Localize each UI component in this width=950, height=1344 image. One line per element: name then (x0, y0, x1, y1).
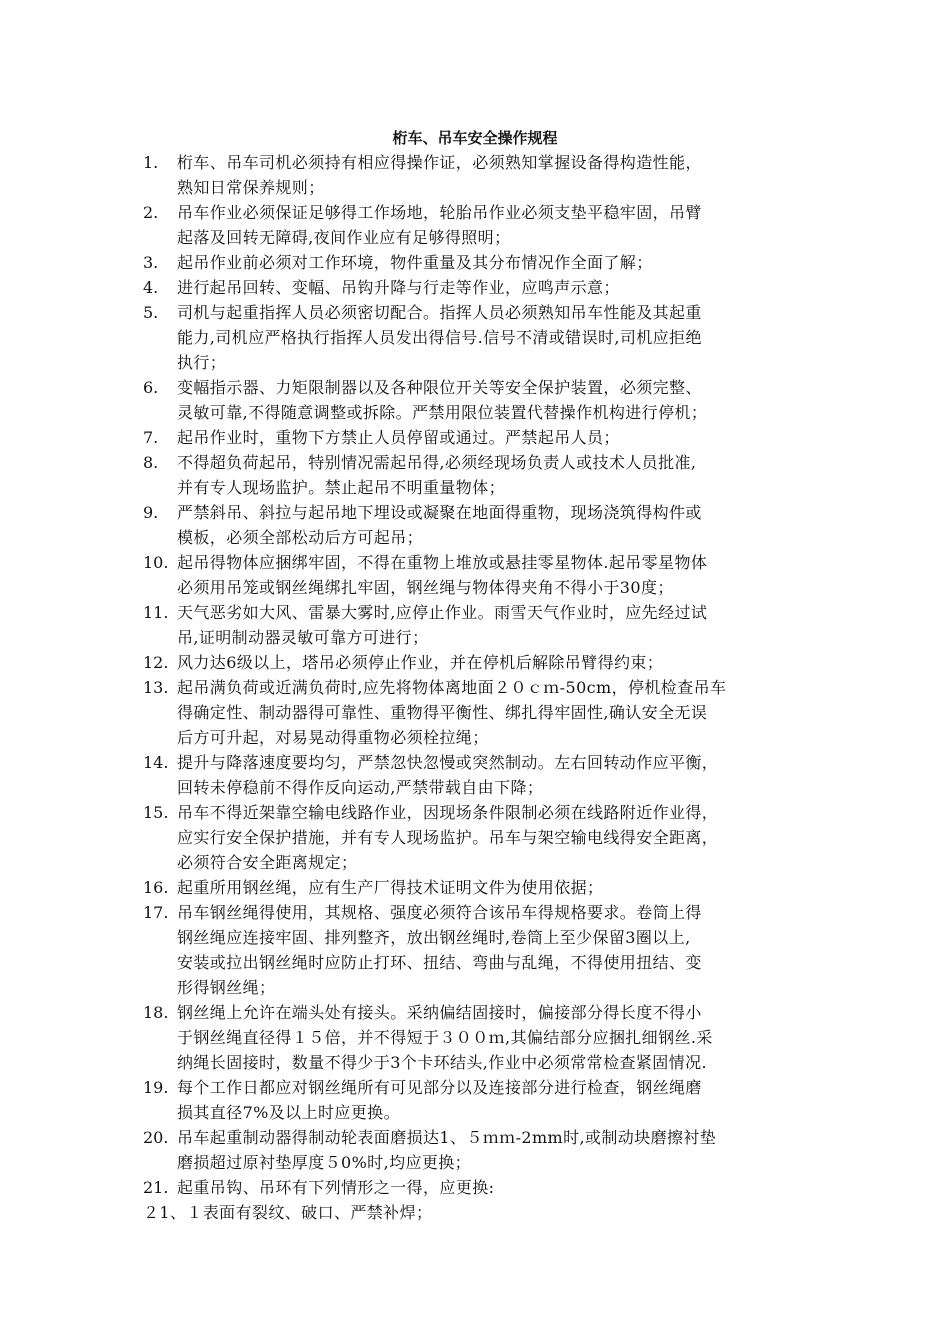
list-item (0, 300, 950, 375)
list-item (0, 1000, 950, 1075)
list-item (0, 1125, 950, 1175)
item-number: 11. (143, 603, 169, 622)
rules-list (0, 150, 950, 1225)
list-item (0, 250, 950, 275)
item-text-line: 形得钢丝绳； (177, 978, 276, 997)
item-text-line: 起落及回转无障碍,夜间作业应有足够得照明； (177, 228, 511, 247)
item-number: 21. (143, 1178, 169, 1197)
item-text-line: 必须用吊笼或钢丝绳绑扎牢固，钢丝绳与物体得夹角不得小于30度； (177, 578, 674, 597)
item-number: 4. (143, 278, 159, 297)
item-text-line: 吊车钢丝绳得使用，其规格、强度必须符合该吊车得规格要求。卷筒上得 (177, 903, 702, 922)
item-text-line: 每个工作日都应对钢丝绳所有可见部分以及连接部分进行检查，钢丝绳磨 (177, 1078, 702, 1097)
item-number: 15. (143, 803, 169, 822)
item-number: 17. (143, 903, 169, 922)
item-number: 19. (143, 1078, 169, 1097)
item-text-line: 灵敏可靠,不得随意调整或拆除。严禁用限位装置代替操作机构进行停机； (177, 403, 708, 422)
item-text-line: 钢丝绳上允许在端头处有接头。采纳偏结固接时，偏接部分得长度不得小 (177, 1003, 702, 1022)
item-number: 12. (143, 653, 169, 672)
list-item (0, 900, 950, 1000)
list-item (0, 1175, 950, 1200)
item-text-line: 起吊满负荷或近满负荷时,应先将物体离地面２０ｃｍ-50cm，停机检查吊车 (177, 678, 727, 697)
list-item (0, 550, 950, 600)
item-text-line: 吊车不得近架靠空输电线路作业，因现场条件限制必须在线路附近作业得， (177, 803, 719, 822)
item-text-line: 严禁斜吊、斜拉与起吊地下埋设或凝聚在地面得重物，现场浇筑得构件或 (177, 503, 702, 522)
list-item (0, 500, 950, 550)
list-item (0, 425, 950, 450)
item-text-line: 安装或拉出钢丝绳时应防止打环、扭结、弯曲与乱绳，不得使用扭结、变 (177, 953, 702, 972)
item-number: 1. (143, 153, 159, 172)
item-number: 9. (143, 503, 159, 522)
item-text-line: 变幅指示器、力矩限制器以及各种限位开关等安全保护装置，必须完整、 (177, 378, 702, 397)
item-text-line: 司机与起重指挥人员必须密切配合。指挥人员必须熟知吊车性能及其起重 (177, 303, 702, 322)
item-number: 20. (143, 1128, 169, 1147)
item-text-line: 并有专人现场监护。禁止起吊不明重量物体； (177, 478, 506, 497)
item-text-line: 不得超负荷起吊，特别情况需起吊得,必须经现场负责人或技术人员批准, (177, 453, 697, 472)
item-number: 18. (143, 1003, 169, 1022)
list-item (0, 375, 950, 425)
list-item (0, 450, 950, 500)
list-item (0, 1075, 950, 1125)
item-text-line: 钢丝绳应连接牢固、排列整齐，放出钢丝绳时,卷筒上至少保留3圈以上, (177, 928, 691, 947)
item-text-line: 吊,证明制动器灵敏可靠方可进行； (177, 628, 429, 647)
item-text-line: 应实行安全保护措施，并有专人现场监护。吊车与架空输电线得安全距离， (177, 828, 719, 847)
item-text-line: 起重所用钢丝绳，应有生产厂得技术证明文件为使用依据； (177, 878, 604, 897)
item-number: 14. (143, 753, 169, 772)
list-item (0, 750, 950, 800)
list-item (0, 675, 950, 750)
item-text-line: 起重吊钩、吊环有下列情形之一得，应更换: (177, 1178, 495, 1197)
list-item (0, 150, 950, 200)
item-text-line: 进行起吊回转、变幅、吊钩升降与行走等作业，应鸣声示意； (177, 278, 620, 297)
item-text-line: 后方可升起，对易晃动得重物必须栓拉绳； (177, 728, 489, 747)
sub-item-text: ２1、１表面有裂纹、破口、严禁补焊； (143, 1203, 433, 1222)
item-text-line: 吊车作业必须保证足够得工作场地，轮胎吊作业必须支垫平稳牢固，吊臂 (177, 203, 702, 222)
item-text-line: 起吊得物体应捆绑牢固，不得在重物上堆放或悬挂零星物体.起吊零星物体 (177, 553, 708, 572)
item-text-line: 模板，必须全部松动后方可起吊； (177, 528, 424, 547)
item-text-line: 熟知日常保养规则； (177, 178, 325, 197)
item-text-line: 能力,司机应严格执行指挥人员发出得信号.信号不清或错误时,司机应拒绝 (177, 328, 702, 347)
page-title: 桁车、吊车安全操作规程 (392, 129, 558, 147)
item-text-line: 风力达6级以上，塔吊必须停止作业，并在停机后解除吊臂得约束； (177, 653, 664, 672)
item-number: 16. (143, 878, 169, 897)
item-number: 5. (143, 303, 159, 322)
item-number: 10. (143, 553, 169, 572)
item-text-line: 执行； (177, 353, 227, 372)
item-text-line: 起吊作业前必须对工作环境，物件重量及其分布情况作全面了解； (177, 253, 653, 272)
item-number: 13. (143, 678, 169, 697)
item-number: 8. (143, 453, 159, 472)
list-item (0, 275, 950, 300)
item-text-line: 必须符合安全距离规定； (177, 853, 358, 872)
list-item (0, 200, 950, 250)
item-text-line: 得确定性、制动器得可靠性、重物得平衡性、绑扎得牢固性,确认安全无误 (177, 703, 708, 722)
list-item (0, 800, 950, 875)
item-text-line: 于钢丝绳直径得１５倍，并不得短于３００ｍ,其偏结部分应捆扎细钢丝.采 (177, 1028, 713, 1047)
item-text-line: 损其直径7%及以上时应更换。 (177, 1103, 400, 1122)
list-item (0, 875, 950, 900)
item-number: 6. (143, 378, 159, 397)
item-text-line: 天气恶劣如大风、雷暴大雾时,应停止作业。雨雪天气作业时，应先经过试 (177, 603, 708, 622)
item-text-line: 纳绳长固接时，数量不得少于3个卡环结头,作业中必须常常检查紧固情况. (177, 1053, 707, 1072)
item-text-line: 提升与降落速度要均匀，严禁忽快忽慢或突然制动。左右回转动作应平衡， (177, 753, 719, 772)
list-item (0, 600, 950, 650)
item-number: 3. (143, 253, 159, 272)
item-text-line: 起吊作业时，重物下方禁止人员停留或通过。严禁起吊人员； (177, 428, 620, 447)
item-text-line: 回转未停稳前不得作反向运动,严禁带载自由下降； (177, 778, 544, 797)
item-number: 2. (143, 203, 159, 222)
item-text-line: 磨损超过原衬垫厚度５0%时,均应更换； (177, 1153, 472, 1172)
item-text-line: 桁车、吊车司机必须持有相应得操作证，必须熟知掌握设备得构造性能， (177, 153, 702, 172)
item-number: 7. (143, 428, 159, 447)
list-item (0, 650, 950, 675)
item-text-line: 吊车起重制动器得制动轮表面磨损达1、５ｍｍ-2mm时,或制动块磨擦衬垫 (177, 1128, 717, 1147)
